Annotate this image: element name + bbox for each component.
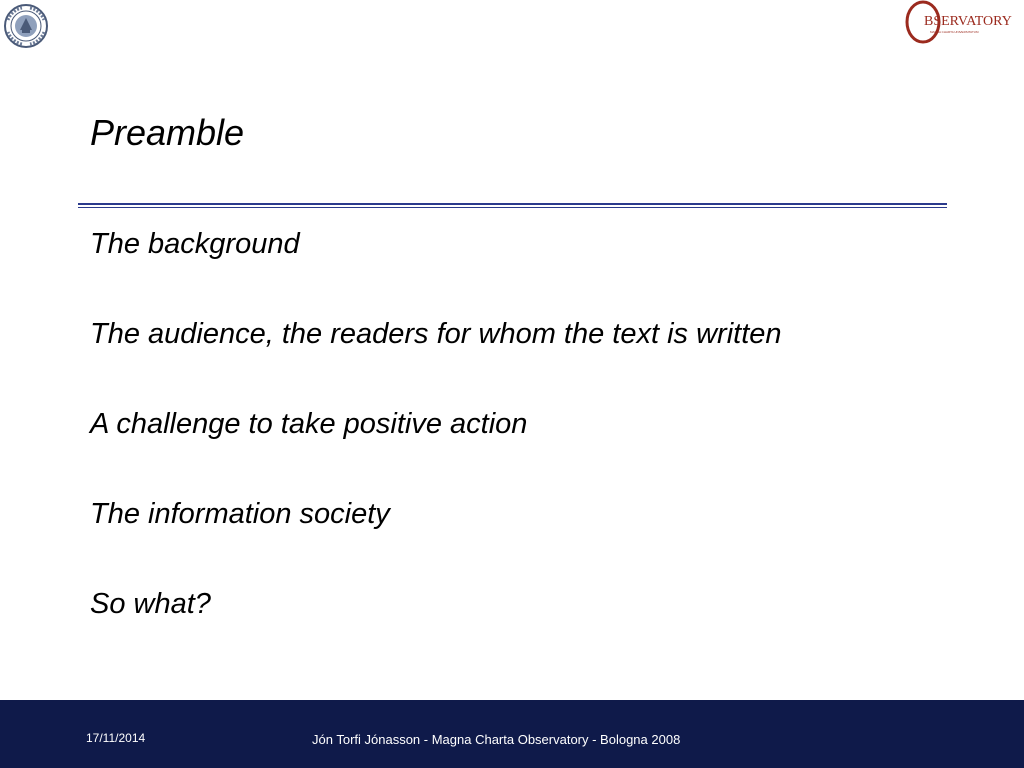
bullet-item: So what? bbox=[90, 588, 211, 620]
footer-credit: Jón Torfi Jónasson - Magna Charta Observatory - Bologna 2008 bbox=[312, 732, 681, 747]
title-divider bbox=[78, 203, 947, 209]
observatory-logo-text: BSERVATORY bbox=[924, 14, 1012, 29]
bullet-item: A challenge to take positive action bbox=[90, 408, 528, 440]
bullet-item: The information society bbox=[90, 498, 390, 530]
footer-bar bbox=[0, 700, 1024, 768]
bullet-item: The audience, the readers for whom the text is written bbox=[90, 318, 782, 350]
bullet-list bbox=[90, 223, 782, 673]
observatory-logo bbox=[904, 0, 1012, 46]
bullet-item: The background bbox=[90, 228, 300, 260]
observatory-logo-subtext: MAGNA CHARTA UNIVERSITATUM bbox=[930, 30, 979, 34]
footer-date: 17/11/2014 bbox=[86, 731, 146, 745]
slide-title: Preamble bbox=[90, 112, 245, 153]
university-seal-icon bbox=[0, 2, 54, 50]
